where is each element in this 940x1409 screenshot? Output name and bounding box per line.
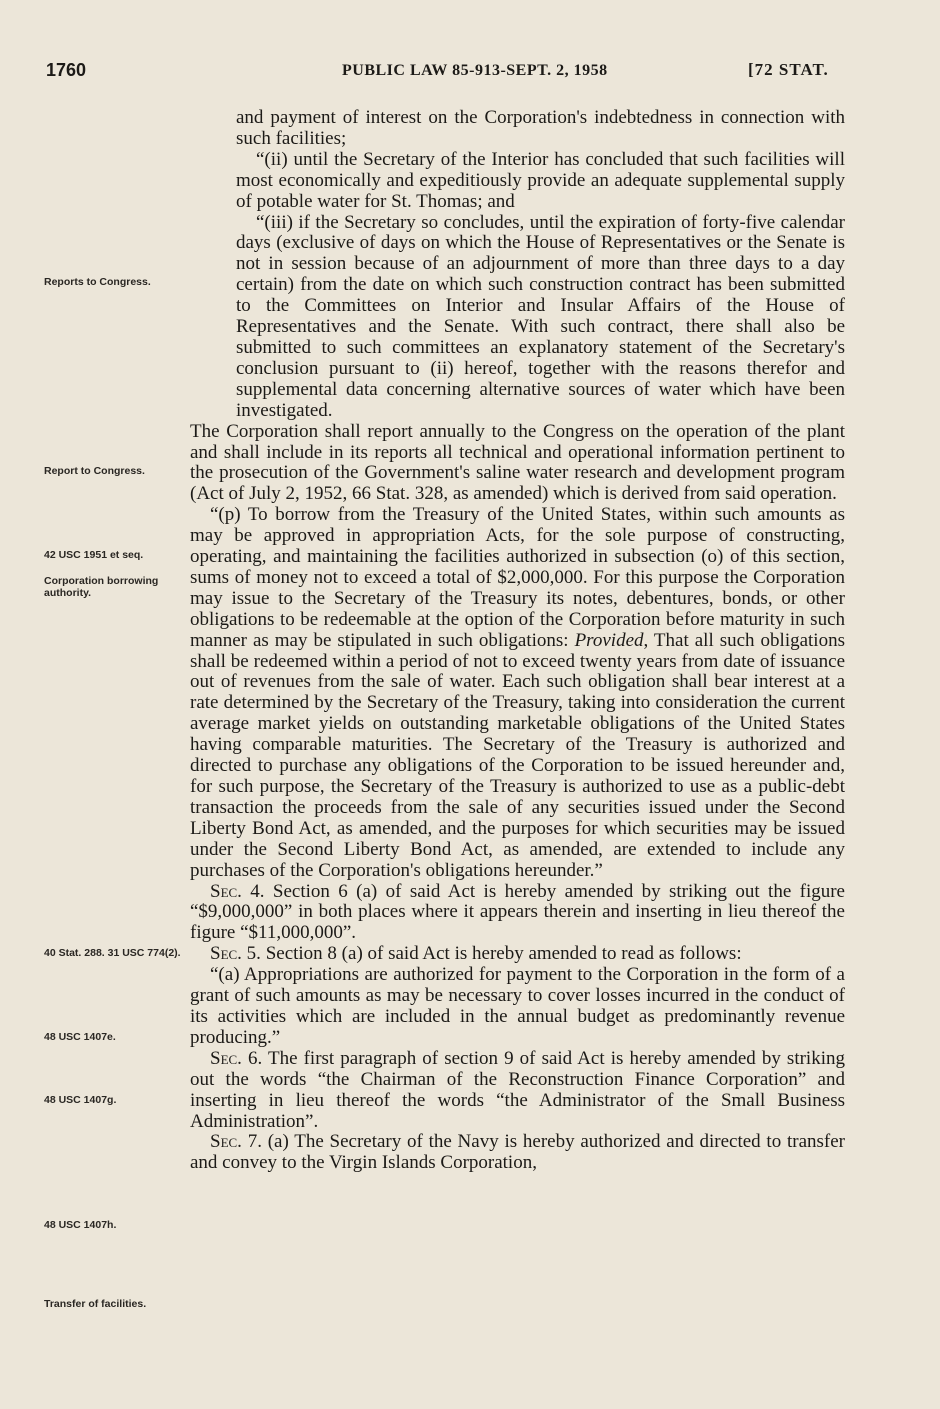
section-label: Sec. 5. bbox=[210, 943, 261, 965]
page-header bbox=[0, 60, 940, 90]
paragraph: The Corporation shall report annually to the Congress on the operation of the plant and shall include in its reports all technical and operational information pertinent to the prosecution of the Government's saline water research and development program (Act of July 2, 1952, 66 Stat. 328, as amended) which is derived from said operation. bbox=[190, 420, 845, 505]
italic-term: Provided bbox=[574, 629, 644, 651]
margin-note-borrowing-authority: Corporation borrowing authority. bbox=[44, 575, 159, 599]
margin-note-usc-1407g: 48 USC 1407g. bbox=[44, 1094, 117, 1106]
section-label: Sec. 6. bbox=[210, 1047, 263, 1069]
margin-note-usc-1407e: 48 USC 1407e. bbox=[44, 1031, 116, 1043]
paragraph bbox=[190, 1132, 845, 1174]
margin-note-report-to-congress: Report to Congress. bbox=[44, 465, 145, 477]
paragraph bbox=[190, 505, 845, 881]
page-number: 1760 bbox=[46, 60, 87, 80]
section-label: Sec. 7. bbox=[210, 1131, 262, 1153]
margin-note-usc-citation: 42 USC 1951 et seq. bbox=[44, 549, 144, 561]
section-label: Sec. 4. bbox=[210, 880, 265, 902]
main-text bbox=[190, 108, 845, 1174]
paragraph bbox=[190, 944, 845, 965]
text-run: (a) The Secretary of the Navy is hereby authorized and directed to transfer and convey to the Virgin Islands Corporation, bbox=[190, 1131, 845, 1174]
margin-note-transfer-of-facilities: Transfer of facilities. bbox=[44, 1298, 147, 1310]
paragraph: and payment of interest on the Corporation's indebtedness in connection with such facilities; bbox=[236, 107, 845, 149]
paragraph bbox=[190, 882, 845, 945]
text-run: Section 8 (a) of said Act is hereby amended to read as follows: bbox=[260, 943, 742, 965]
margin-note-stat-citation: 40 Stat. 288. 31 USC 774(2). bbox=[44, 947, 181, 959]
text-run: , That all such obligations shall be redeemed within a period of not to exceed twenty years from date of issuance out of revenues from the sale of water. Each such obligation shall bear interest at a rate determined by the Secretary of the Treasury, taking into consideration the current average market yields on outstanding marketable obligations of the United States having comparable maturities. The Secretary of the Treasury is authorized and directed to purchase any obligations of the Corporation to be issued hereunder and, for such purpose, the Secretary of the Treasury is authorized to use as a public-debt transaction the proceeds from the sale of any securities issued under the Second Liberty Bond Act, as amended, and the purposes for which securities may be issued under the Second Liberty Bond Act, as amended, are extended to include any purchases of the Corporation's obligations hereunder.” bbox=[190, 629, 845, 881]
text-run: “(p) To borrow from the Treasury of the United States, within such amounts as may be approved in appropriation Acts, for the sole purpose of constructing, operating, and maintaining the facilities authorized in subsection (o) of this section, sums of money not to exceed a total of $2,000,000. For this purpose the Corporation may issue to the Secretary of the Treasury its notes, debentures, bonds, or other obligations to be redeemable at the option of the Corporation before maturity in such manner as may be stipulated in such obligations: bbox=[190, 504, 845, 651]
running-title: PUBLIC LAW 85-913-SEPT. 2, 1958 bbox=[342, 62, 608, 79]
paragraph: “(a) Appropriations are authorized for payment to the Corporation in the form of a grant of such amounts as may be necessary to cover losses incurred in the conduct of its activities which are included in the annual budget as predominantly revenue producing.” bbox=[190, 964, 845, 1048]
text-run: The first paragraph of section 9 of said Act is hereby amended by striking out the words “the Chairman of the Reconstruction Finance Corporation” and inserting in lieu thereof the words “the Administrator of the Small Business Administration”. bbox=[190, 1047, 845, 1132]
statute-reference: [72 STAT. bbox=[748, 60, 829, 79]
margin-note-reports-to-congress: Reports to Congress. bbox=[44, 276, 151, 288]
paragraph bbox=[190, 1049, 845, 1133]
text-run: Section 6 (a) of said Act is hereby amended by striking out the figure “$9,000,000” in both places where it appears therein and inserting in lieu thereof the figure “$11,000,000”. bbox=[190, 880, 845, 944]
paragraph: “(ii) until the Secretary of the Interior has concluded that such facilities will most economically and expeditiously provide an adequate supplemental supply of potable water for St. Thomas; and bbox=[236, 148, 845, 212]
paragraph: “(iii) if the Secretary so concludes, until the expiration of forty-five calendar days (exclusive of days on which the House of Representatives or the Senate is not in session because of an adjournment of more than three days to a day certain) from the date on which such construction contract has been submitted to the Committees on Interior and Insular Affairs of the House of Representatives and the Senate. With such contract, there shall also be submitted to such committees an explanatory statement of the Secretary's conclusion pursuant to (ii) hereof, together with the reasons therefor and supplemental data concerning alternative sources of water which have been investigated. bbox=[236, 211, 845, 421]
margin-note-usc-1407h: 48 USC 1407h. bbox=[44, 1219, 117, 1231]
